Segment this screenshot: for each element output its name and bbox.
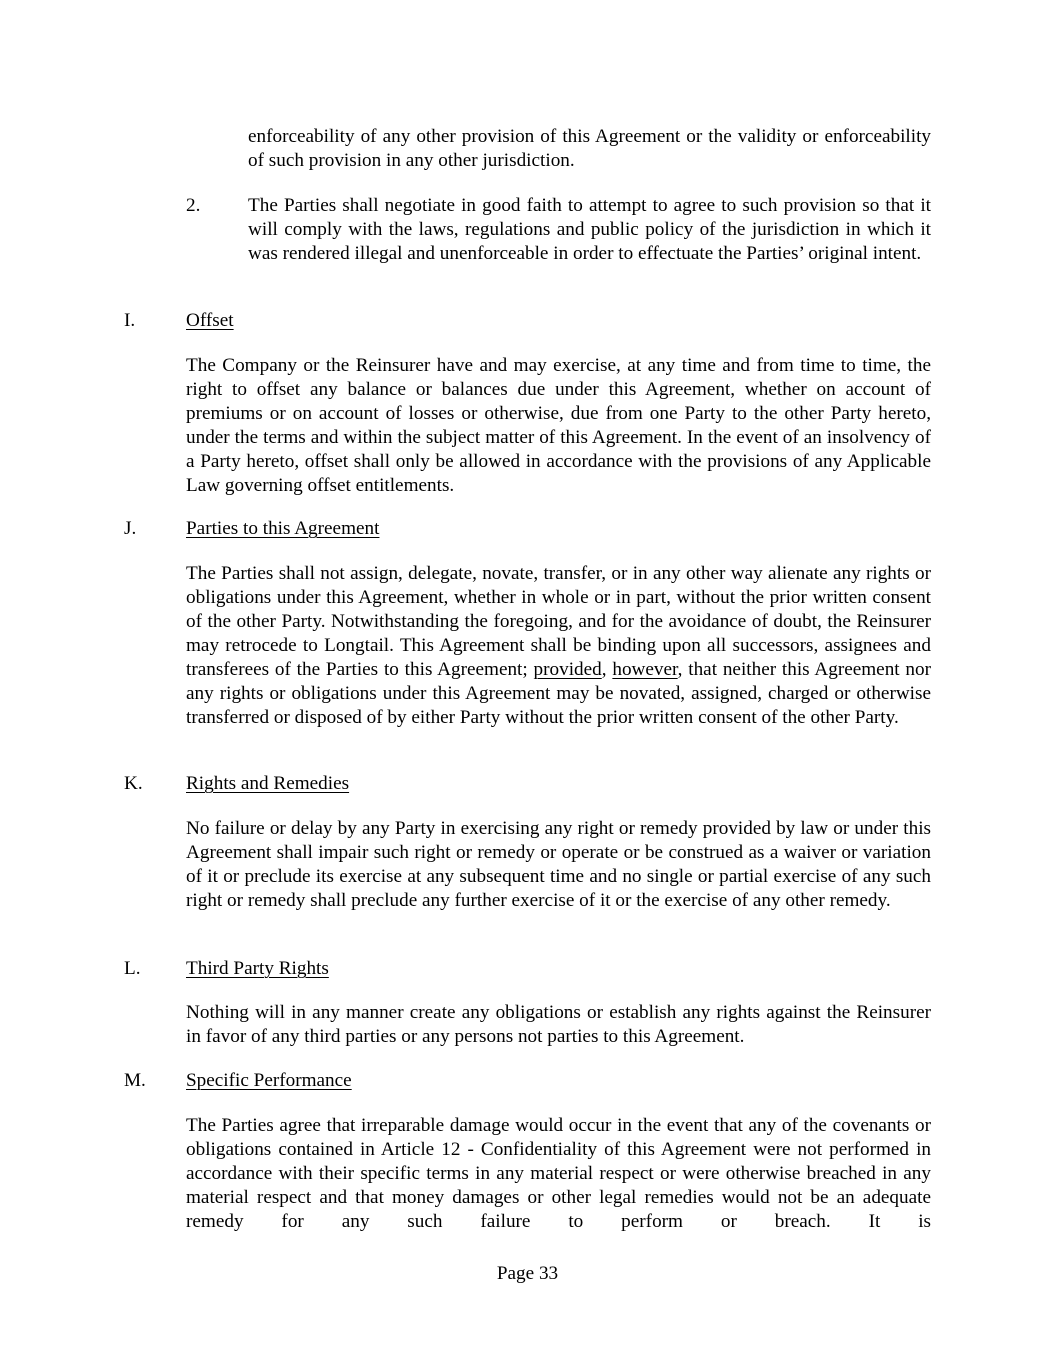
- page-number: Page 33: [496, 1263, 559, 1284]
- section-heading-third-party: Third Party Rights: [186, 958, 329, 979]
- parties-body-part1: The Parties shall not assign, delegate, novate, transfer, or in any other way alienate any rights or obligations under this Agreement, whether in whole or in part, without the prior written consent of the other Party. Notwithstanding the foregoing, and for the avoidance of doubt, the Reinsurer may retrocede to Longtail. This Agreement shall be binding upon all successors, assignees and transferees of the Parties to this Agreement;: [186, 563, 931, 680]
- section-heading-offset: Offset: [186, 310, 234, 331]
- item-2-paragraph: The Parties shall negotiate in good faith to attempt to agree to such provision so that it will comply with the laws, regulations and public policy of the jurisdiction in which it was rendered illegal and unenforceable in order to effectuate the Parties’ original intent.: [248, 195, 931, 264]
- section-body-third-party: Nothing will in any manner create any obligations or establish any rights against the Reinsurer in favor of any third parties or any persons not parties to this Agreement.: [186, 1002, 931, 1047]
- section-letter-l: L.: [124, 958, 141, 979]
- section-heading-parties: Parties to this Agreement: [186, 518, 380, 539]
- section-body-offset: The Company or the Reinsurer have and may exercise, at any time and from time to time, the right to offset any balance or balances due under this Agreement, whether on account of premiums or on account of losses or otherwise, due from one Party to the other Party hereto, under the terms and within the subject matter of this Agreement. In the event of an insolvency of a Party hereto, offset shall only be allowed in accordance with the provisions of any Applicable Law governing offset entitlements.: [186, 355, 931, 496]
- comma-separator: ,: [601, 659, 613, 680]
- section-heading-specific-performance: Specific Performance: [186, 1070, 352, 1091]
- carryover-paragraph: enforceability of any other provision of this Agreement or the validity or enforceability of such provision in any other jurisdiction.: [248, 126, 931, 171]
- section-letter-j: J.: [124, 518, 137, 539]
- section-heading-rights-remedies: Rights and Remedies: [186, 773, 350, 794]
- however-term: however: [612, 659, 678, 680]
- section-body-rights-remedies: No failure or delay by any Party in exercising any right or remedy provided by law or under this Agreement shall impair such right or remedy or operate or be construed as a waiver or variation of it or preclude its exercise at any subsequent time and no single or partial exercise of any such right or remedy shall preclude any further exercise of it or the exercise of any other remedy.: [186, 818, 931, 911]
- provided-term: provided: [533, 659, 602, 680]
- item-number-2: 2.: [186, 195, 201, 216]
- section-body-parties: [186, 562, 931, 730]
- parties-body-part2: , that neither this Agreement nor any rights or obligations under this Agreement may be novated, assigned, charged or otherwise transferred or disposed of by either Party without the prior written consent of the other Party.: [186, 659, 931, 728]
- section-letter-i: I.: [124, 310, 136, 331]
- section-body-specific-performance: The Parties agree that irreparable damage would occur in the event that any of the covenants or obligations contained in Article 12 - Confidentiality of this Agreement were not performed in accordance with their specific terms in any material respect or were otherwise breached in any material respect and that money damages or other legal remedies would not be an adequate remedy for any such failure to perform or breach. It is: [186, 1115, 931, 1232]
- section-letter-m: M.: [124, 1070, 146, 1091]
- section-letter-k: K.: [124, 773, 143, 794]
